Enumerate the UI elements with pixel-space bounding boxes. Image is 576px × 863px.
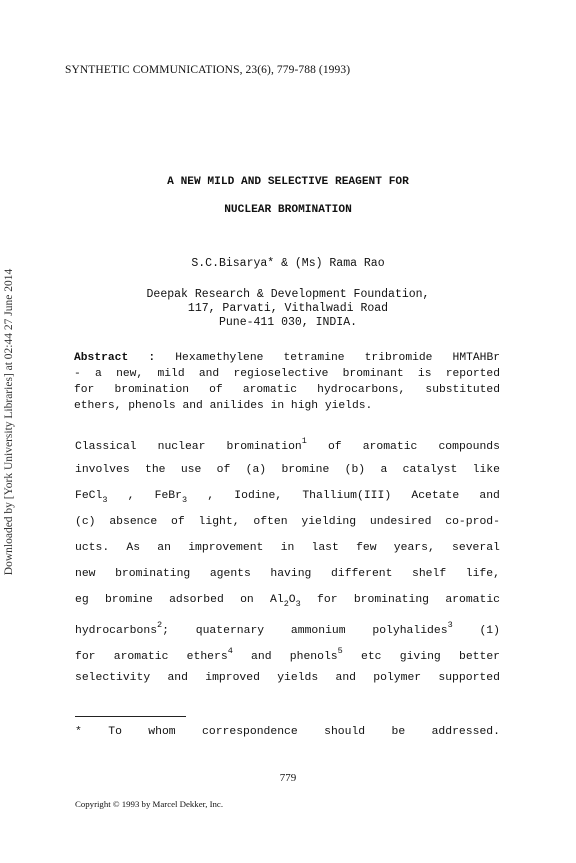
abstract-line-2: - a new, mild and regioselective brominant is reported [74, 368, 500, 380]
body-line-4: (c) absence of light, often yielding undesired co-prod- [75, 516, 500, 528]
body-line-1: Classical nuclear bromination$^1$ of aromatic compounds [75, 436, 500, 453]
body-line-8: hydrocarbons$^2$; quaternary ammonium polyhalides$^3$ (1) [75, 620, 500, 637]
page-number: 779 [279, 772, 297, 784]
footnote: * To whom correspondence should be addressed. [75, 726, 500, 738]
body-line-3: FeCl$_3$ , FeBr$_3$ , Iodine, Thallium(III) Acetate and [75, 490, 500, 505]
copyright-notice: Copyright © 1993 by Marcel Dekker, Inc. [75, 799, 224, 809]
abstract-label: Abstract : [74, 352, 156, 364]
footnote-mark: * [75, 726, 82, 738]
article-title-line-1: A NEW MILD AND SELECTIVE REAGENT FOR [167, 176, 409, 188]
footnote-rule [75, 716, 186, 717]
abstract-line-3: for bromination of aromatic hydrocarbons, substituted [74, 384, 500, 396]
body-line-6: new brominating agents having different shelf life, [75, 568, 500, 580]
body-line-10: selectivity and improved yields and polymer supported [75, 672, 500, 684]
article-title-line-2: NUCLEAR BROMINATION [224, 204, 352, 216]
affiliation-line-2: 117, Parvati, Vithalwadi Road [187, 302, 389, 315]
affiliation-line-1: Deepak Research & Development Foundation, [146, 288, 430, 301]
body-line-7: eg bromine adsorbed on $Al_2O_3$ for brominating aromatic [75, 594, 500, 609]
download-watermark: Downloaded by [York University Libraries] at 02:44 27 June 2014 [3, 268, 15, 576]
body-line-2: involves the use of (a) bromine (b) a catalyst like [75, 464, 500, 476]
abstract-line-1: Abstract : Hexamethylene tetramine tribromide HMTAHBr [74, 352, 501, 364]
authors: S.C.Bisarya* & (Ms) Rama Rao [191, 257, 385, 270]
affiliation-line-3: Pune-411 030, INDIA. [218, 316, 358, 329]
abstract-line-4: ethers, phenols and anilides in high yields. [74, 400, 373, 412]
body-line-9: for aromatic ethers$^4$ and phenols$^5$ etc giving better [75, 646, 500, 663]
body-line-5: ucts. As an improvement in last few years, several [75, 542, 500, 554]
journal-header: SYNTHETIC COMMUNICATIONS, 23(6), 779-788 (1993) [65, 64, 351, 76]
abstract [74, 350, 500, 414]
